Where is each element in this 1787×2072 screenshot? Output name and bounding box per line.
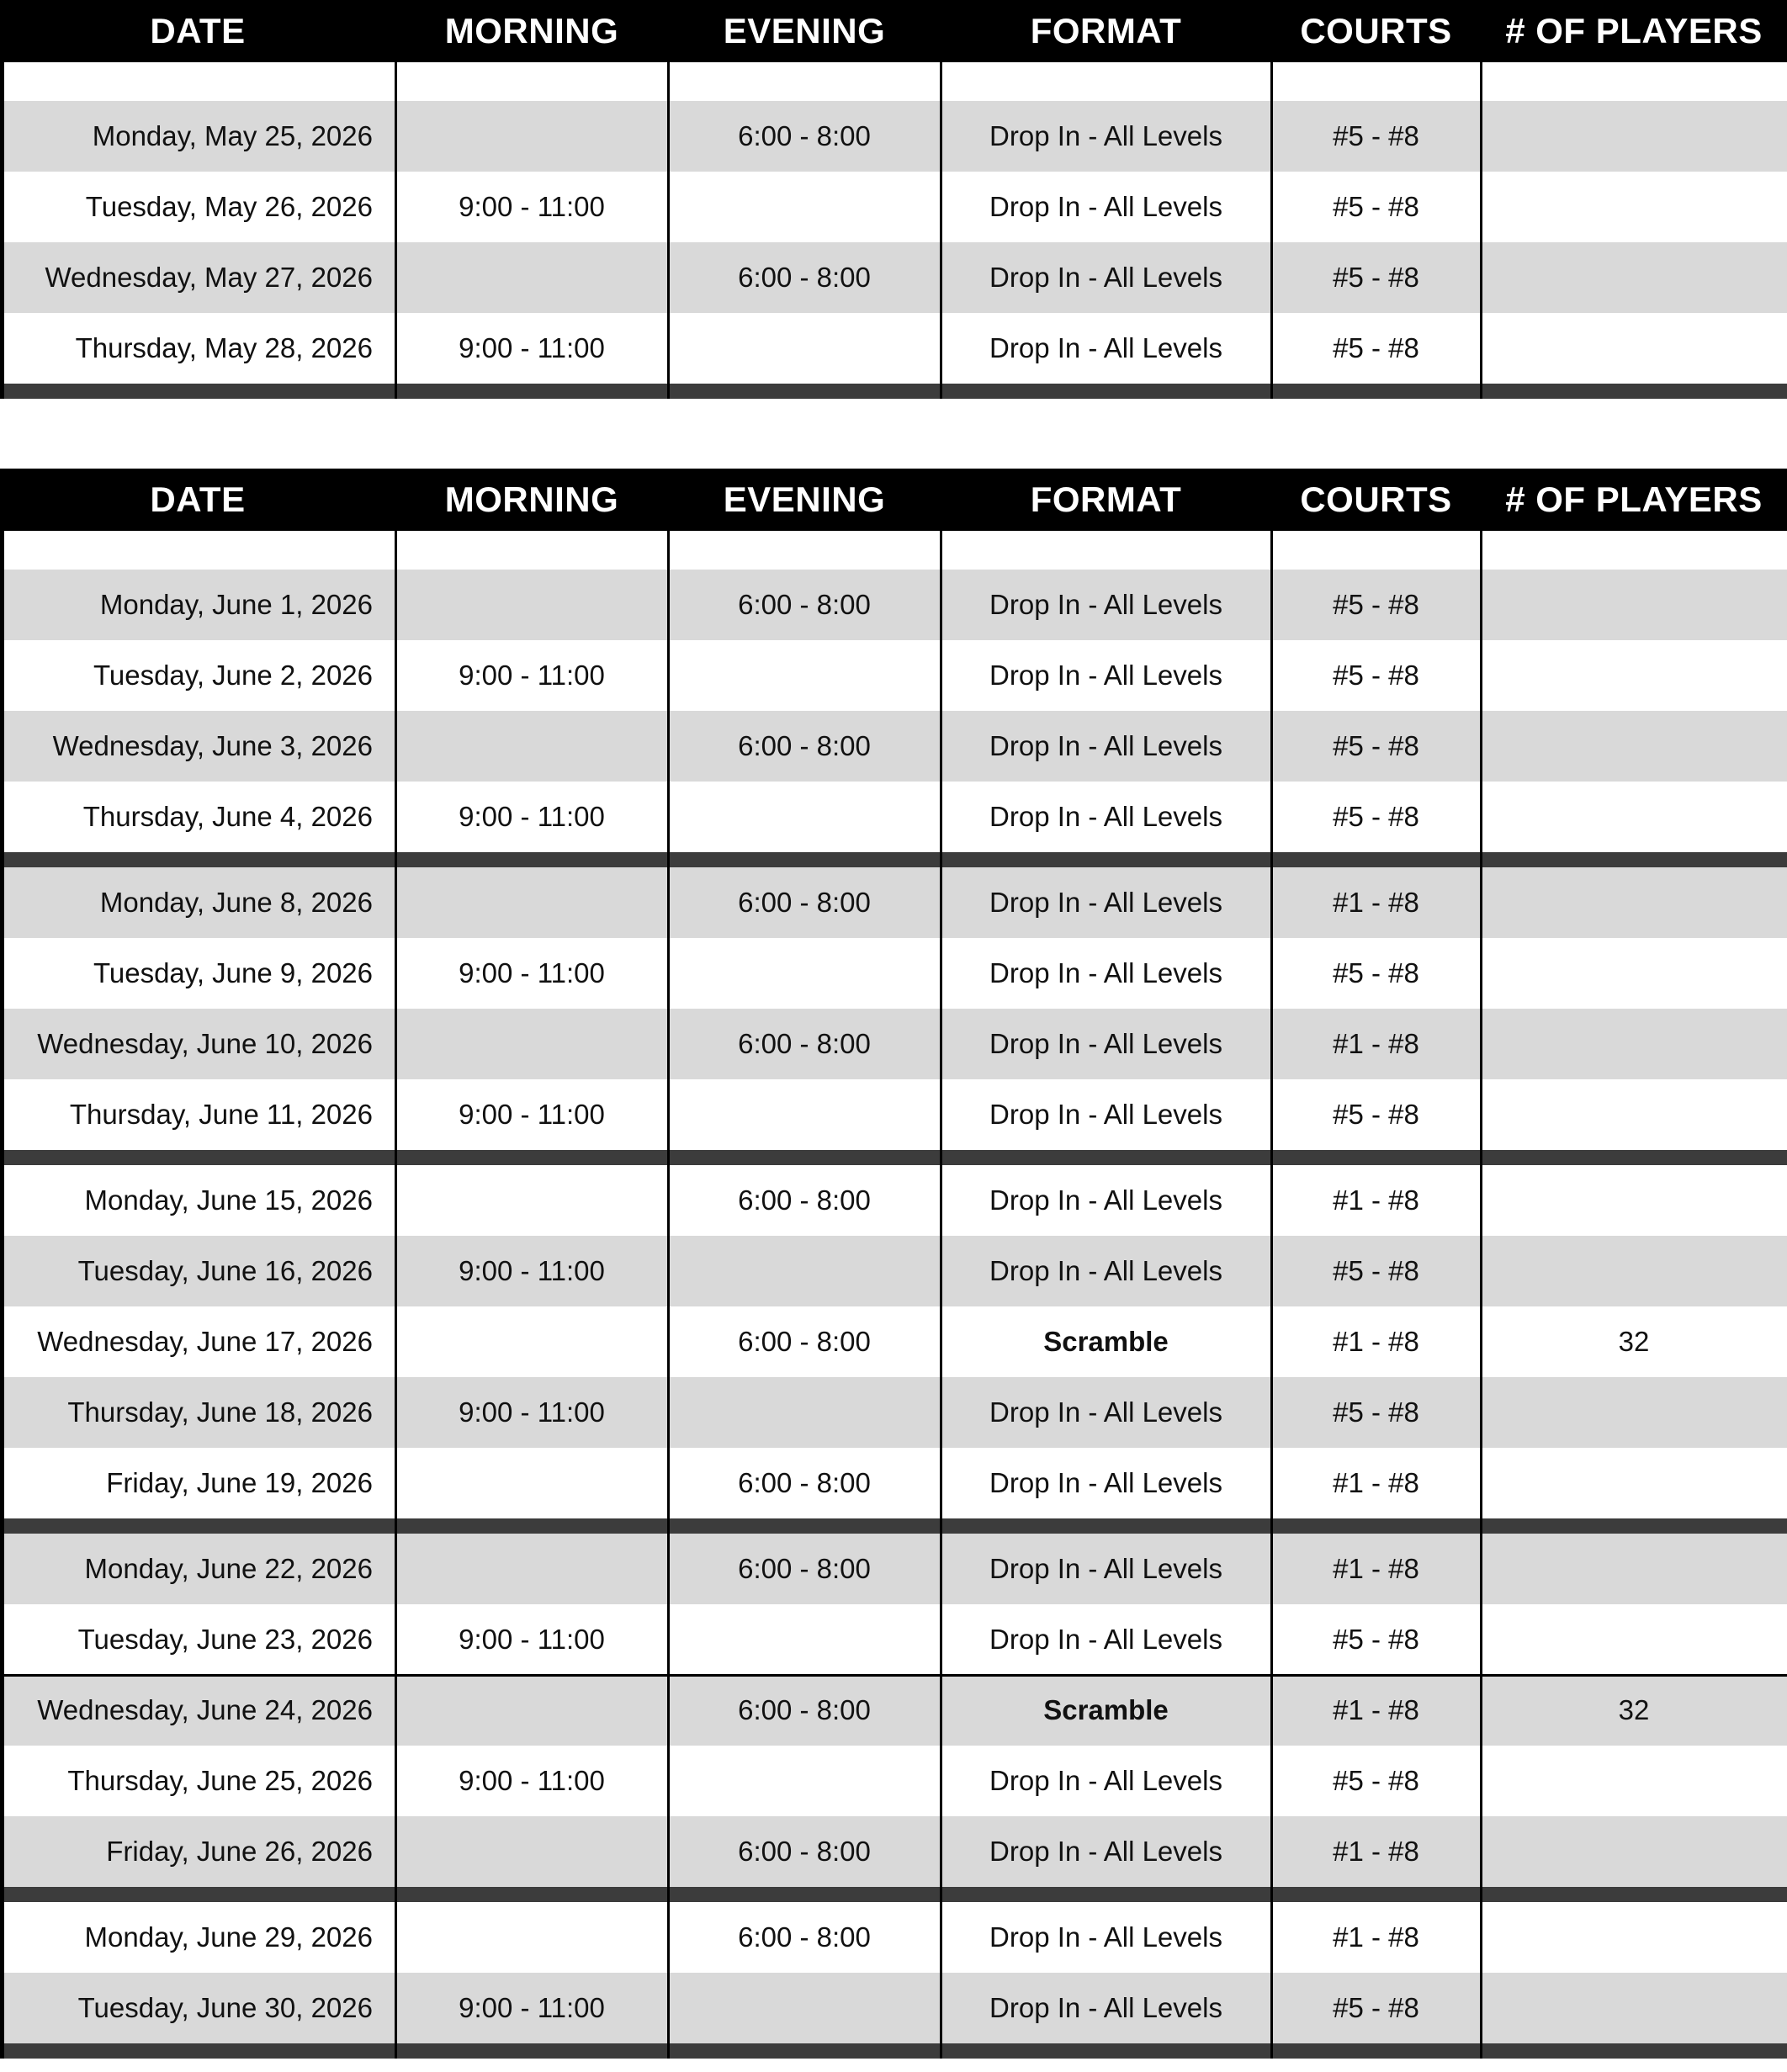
cell-evening <box>668 1746 941 1816</box>
cell-players <box>1481 1079 1787 1150</box>
table-row <box>0 1534 1787 1604</box>
week-separator <box>0 1518 1787 1534</box>
cell-players <box>1481 938 1787 1009</box>
column-header-date: DATE <box>150 11 246 50</box>
cell-morning <box>395 1816 668 1887</box>
table-row <box>0 1448 1787 1518</box>
cell-morning: 9:00 - 11:00 <box>459 332 605 363</box>
column-header-players: # OF PLAYERS <box>1505 11 1763 50</box>
column-header-format: FORMAT <box>1030 480 1182 519</box>
cell-morning: 9:00 - 11:00 <box>459 1396 605 1428</box>
cell-morning <box>395 1534 668 1604</box>
cell-courts: #5 - #8 <box>1333 1255 1419 1286</box>
cell-morning: 9:00 - 11:00 <box>459 191 605 222</box>
table-row <box>0 1973 1787 2043</box>
table-header <box>0 0 1787 62</box>
cell-courts: #5 - #8 <box>1333 262 1419 293</box>
cell-evening <box>668 782 941 852</box>
cell-players: 32 <box>1618 1694 1650 1725</box>
table-row <box>0 1165 1787 1236</box>
cell-evening: 6:00 - 8:00 <box>738 262 871 293</box>
cell-courts: #1 - #8 <box>1333 1921 1419 1953</box>
schedule-table <box>0 469 1787 2059</box>
cell-format: Scramble <box>1043 1694 1169 1725</box>
cell-format: Drop In - All Levels <box>989 1553 1222 1584</box>
cell-format: Drop In - All Levels <box>989 957 1222 988</box>
cell-players <box>1481 867 1787 938</box>
cell-format: Drop In - All Levels <box>989 1992 1222 2023</box>
cell-date: Wednesday, June 17, 2026 <box>37 1326 373 1357</box>
cell-evening <box>668 1973 941 2043</box>
cell-date: Thursday, June 18, 2026 <box>67 1396 373 1428</box>
cell-morning: 9:00 - 11:00 <box>459 957 605 988</box>
cell-players <box>1481 570 1787 640</box>
cell-morning: 9:00 - 11:00 <box>459 1255 605 1286</box>
cell-format: Drop In - All Levels <box>989 1255 1222 1286</box>
table-row <box>0 101 1787 172</box>
cell-date: Monday, June 8, 2026 <box>99 887 373 918</box>
column-divider <box>395 531 397 2059</box>
week-separator <box>0 852 1787 867</box>
cell-players <box>1481 1973 1787 2043</box>
column-header-evening: EVENING <box>723 11 886 50</box>
cell-morning: 9:00 - 11:00 <box>459 1765 605 1796</box>
cell-morning <box>395 1675 668 1746</box>
table-header <box>0 469 1787 531</box>
table-row <box>0 1306 1787 1377</box>
cell-evening: 6:00 - 8:00 <box>738 1836 871 1867</box>
cell-format: Drop In - All Levels <box>989 1836 1222 1867</box>
cell-players <box>1481 1902 1787 1973</box>
cell-date: Wednesday, May 27, 2026 <box>45 262 373 293</box>
cell-players <box>1481 1009 1787 1079</box>
cell-evening <box>668 640 941 711</box>
cell-players: 32 <box>1618 1326 1650 1357</box>
cell-format: Drop In - All Levels <box>989 589 1222 620</box>
column-divider <box>667 531 670 2059</box>
table-row <box>0 1079 1787 1150</box>
cell-morning: 9:00 - 11:00 <box>459 1992 605 2023</box>
cell-date: Wednesday, June 3, 2026 <box>52 730 373 761</box>
cell-format: Drop In - All Levels <box>989 1765 1222 1796</box>
column-divider <box>940 62 942 399</box>
cell-evening: 6:00 - 8:00 <box>738 1694 871 1725</box>
cell-players <box>1481 1534 1787 1604</box>
table-row <box>0 1009 1787 1079</box>
cell-courts: #5 - #8 <box>1333 730 1419 761</box>
cell-date: Monday, June 22, 2026 <box>84 1553 373 1584</box>
table-row <box>0 1604 1787 1675</box>
schedule-table <box>0 0 1787 399</box>
column-header-morning: MORNING <box>444 480 619 519</box>
cell-players <box>1481 1236 1787 1306</box>
cell-date: Thursday, May 28, 2026 <box>75 332 373 363</box>
cell-morning <box>395 867 668 938</box>
cell-players <box>1481 1165 1787 1236</box>
cell-morning <box>395 711 668 782</box>
cell-format: Drop In - All Levels <box>989 191 1222 222</box>
table-row <box>0 938 1787 1009</box>
cell-date: Thursday, June 4, 2026 <box>82 801 373 832</box>
cell-evening: 6:00 - 8:00 <box>738 887 871 918</box>
cell-format: Drop In - All Levels <box>989 120 1222 151</box>
cell-format: Drop In - All Levels <box>989 332 1222 363</box>
cell-format: Drop In - All Levels <box>989 801 1222 832</box>
cell-courts: #5 - #8 <box>1333 1624 1419 1655</box>
column-header-courts: COURTS <box>1300 11 1452 50</box>
cell-evening: 6:00 - 8:00 <box>738 589 871 620</box>
column-divider <box>1270 531 1273 2059</box>
week-separator <box>0 1150 1787 1165</box>
table-row <box>0 711 1787 782</box>
cell-evening <box>668 938 941 1009</box>
cell-morning <box>395 101 668 172</box>
week-separator <box>0 384 1787 399</box>
cell-date: Tuesday, June 16, 2026 <box>77 1255 373 1286</box>
cell-players <box>1481 1377 1787 1448</box>
cell-morning: 9:00 - 11:00 <box>459 1624 605 1655</box>
cell-format: Drop In - All Levels <box>989 1921 1222 1953</box>
cell-format: Drop In - All Levels <box>989 1028 1222 1059</box>
cell-players <box>1481 313 1787 384</box>
table-row <box>0 1675 1787 1746</box>
cell-date: Friday, June 26, 2026 <box>106 1836 373 1867</box>
cell-date: Monday, June 1, 2026 <box>99 589 373 620</box>
column-divider <box>1270 62 1273 399</box>
cell-date: Monday, May 25, 2026 <box>92 120 373 151</box>
cell-courts: #5 - #8 <box>1333 120 1419 151</box>
cell-evening <box>668 313 941 384</box>
cell-evening: 6:00 - 8:00 <box>738 730 871 761</box>
table-row <box>0 172 1787 242</box>
cell-players <box>1481 172 1787 242</box>
column-header-evening: EVENING <box>723 480 886 519</box>
table-row <box>0 570 1787 640</box>
column-divider <box>1480 62 1482 399</box>
cell-courts: #1 - #8 <box>1333 1553 1419 1584</box>
cell-morning <box>395 1306 668 1377</box>
cell-format: Drop In - All Levels <box>989 1099 1222 1130</box>
cell-date: Tuesday, June 30, 2026 <box>77 1992 373 2023</box>
cell-players <box>1481 1816 1787 1887</box>
cell-date: Tuesday, June 23, 2026 <box>77 1624 373 1655</box>
column-divider <box>667 62 670 399</box>
cell-players <box>1481 101 1787 172</box>
cell-courts: #5 - #8 <box>1333 1765 1419 1796</box>
cell-date: Wednesday, June 24, 2026 <box>37 1694 373 1725</box>
cell-morning: 9:00 - 11:00 <box>459 660 605 691</box>
column-divider <box>1480 531 1482 2059</box>
cell-courts: #1 - #8 <box>1333 1694 1419 1725</box>
cell-players <box>1481 242 1787 313</box>
week-separator <box>0 2043 1787 2059</box>
table-row <box>0 1236 1787 1306</box>
cell-morning <box>395 1009 668 1079</box>
cell-players <box>1481 640 1787 711</box>
column-header-date: DATE <box>150 480 246 519</box>
cell-morning <box>395 570 668 640</box>
cell-players <box>1481 711 1787 782</box>
cell-evening: 6:00 - 8:00 <box>738 1921 871 1953</box>
table-row <box>0 1746 1787 1816</box>
cell-evening: 6:00 - 8:00 <box>738 1467 871 1498</box>
cell-format: Scramble <box>1043 1326 1169 1357</box>
cell-format: Drop In - All Levels <box>989 262 1222 293</box>
cell-date: Thursday, June 25, 2026 <box>67 1765 373 1796</box>
cell-courts: #1 - #8 <box>1333 1184 1419 1216</box>
cell-players <box>1481 782 1787 852</box>
cell-courts: #5 - #8 <box>1333 957 1419 988</box>
table-row <box>0 313 1787 384</box>
cell-date: Friday, June 19, 2026 <box>106 1467 373 1498</box>
table-row <box>0 782 1787 852</box>
column-header-courts: COURTS <box>1300 480 1452 519</box>
cell-evening: 6:00 - 8:00 <box>738 1553 871 1584</box>
cell-courts: #5 - #8 <box>1333 191 1419 222</box>
cell-morning <box>395 1165 668 1236</box>
cell-players <box>1481 1604 1787 1675</box>
cell-evening <box>668 1377 941 1448</box>
cell-courts: #1 - #8 <box>1333 887 1419 918</box>
cell-courts: #1 - #8 <box>1333 1028 1419 1059</box>
cell-format: Drop In - All Levels <box>989 1467 1222 1498</box>
cell-evening <box>668 172 941 242</box>
week-separator <box>0 1887 1787 1902</box>
cell-evening <box>668 1604 941 1675</box>
cell-morning <box>395 242 668 313</box>
cell-date: Tuesday, June 9, 2026 <box>93 957 373 988</box>
cell-courts: #5 - #8 <box>1333 589 1419 620</box>
cell-format: Drop In - All Levels <box>989 1624 1222 1655</box>
cell-courts: #5 - #8 <box>1333 1992 1419 2023</box>
cell-courts: #5 - #8 <box>1333 1099 1419 1130</box>
table-row <box>0 867 1787 938</box>
schedule-grid <box>0 469 1787 2059</box>
cell-date: Thursday, June 11, 2026 <box>69 1099 373 1130</box>
cell-evening: 6:00 - 8:00 <box>738 1326 871 1357</box>
cell-players <box>1481 1448 1787 1518</box>
cell-format: Drop In - All Levels <box>989 660 1222 691</box>
cell-courts: #5 - #8 <box>1333 1396 1419 1428</box>
cell-courts: #5 - #8 <box>1333 801 1419 832</box>
table-row <box>0 640 1787 711</box>
schedule-grid <box>0 0 1787 399</box>
cell-evening <box>668 1236 941 1306</box>
table-left-border <box>0 62 4 399</box>
cell-evening: 6:00 - 8:00 <box>738 1028 871 1059</box>
cell-evening <box>668 1079 941 1150</box>
cell-format: Drop In - All Levels <box>989 1184 1222 1216</box>
cell-format: Drop In - All Levels <box>989 1396 1222 1428</box>
cell-courts: #1 - #8 <box>1333 1467 1419 1498</box>
table-row <box>0 1377 1787 1448</box>
cell-date: Tuesday, June 2, 2026 <box>93 660 373 691</box>
cell-evening: 6:00 - 8:00 <box>738 1184 871 1216</box>
column-divider <box>940 531 942 2059</box>
cell-date: Tuesday, May 26, 2026 <box>85 191 373 222</box>
column-header-format: FORMAT <box>1030 11 1182 50</box>
cell-courts: #1 - #8 <box>1333 1836 1419 1867</box>
column-header-players: # OF PLAYERS <box>1505 480 1763 519</box>
cell-players <box>1481 1746 1787 1816</box>
table-row <box>0 1816 1787 1887</box>
cell-morning: 9:00 - 11:00 <box>459 1099 605 1130</box>
row-divider <box>0 1674 1787 1677</box>
cell-evening: 6:00 - 8:00 <box>738 120 871 151</box>
table-left-border <box>0 531 4 2059</box>
table-row <box>0 242 1787 313</box>
cell-morning: 9:00 - 11:00 <box>459 801 605 832</box>
cell-morning <box>395 1902 668 1973</box>
cell-morning <box>395 1448 668 1518</box>
cell-date: Monday, June 15, 2026 <box>84 1184 373 1216</box>
column-divider <box>395 62 397 399</box>
table-row <box>0 1902 1787 1973</box>
cell-format: Drop In - All Levels <box>989 730 1222 761</box>
cell-date: Wednesday, June 10, 2026 <box>37 1028 373 1059</box>
column-header-morning: MORNING <box>444 11 619 50</box>
cell-courts: #1 - #8 <box>1333 1326 1419 1357</box>
cell-courts: #5 - #8 <box>1333 332 1419 363</box>
cell-format: Drop In - All Levels <box>989 887 1222 918</box>
cell-date: Monday, June 29, 2026 <box>84 1921 373 1953</box>
cell-courts: #5 - #8 <box>1333 660 1419 691</box>
